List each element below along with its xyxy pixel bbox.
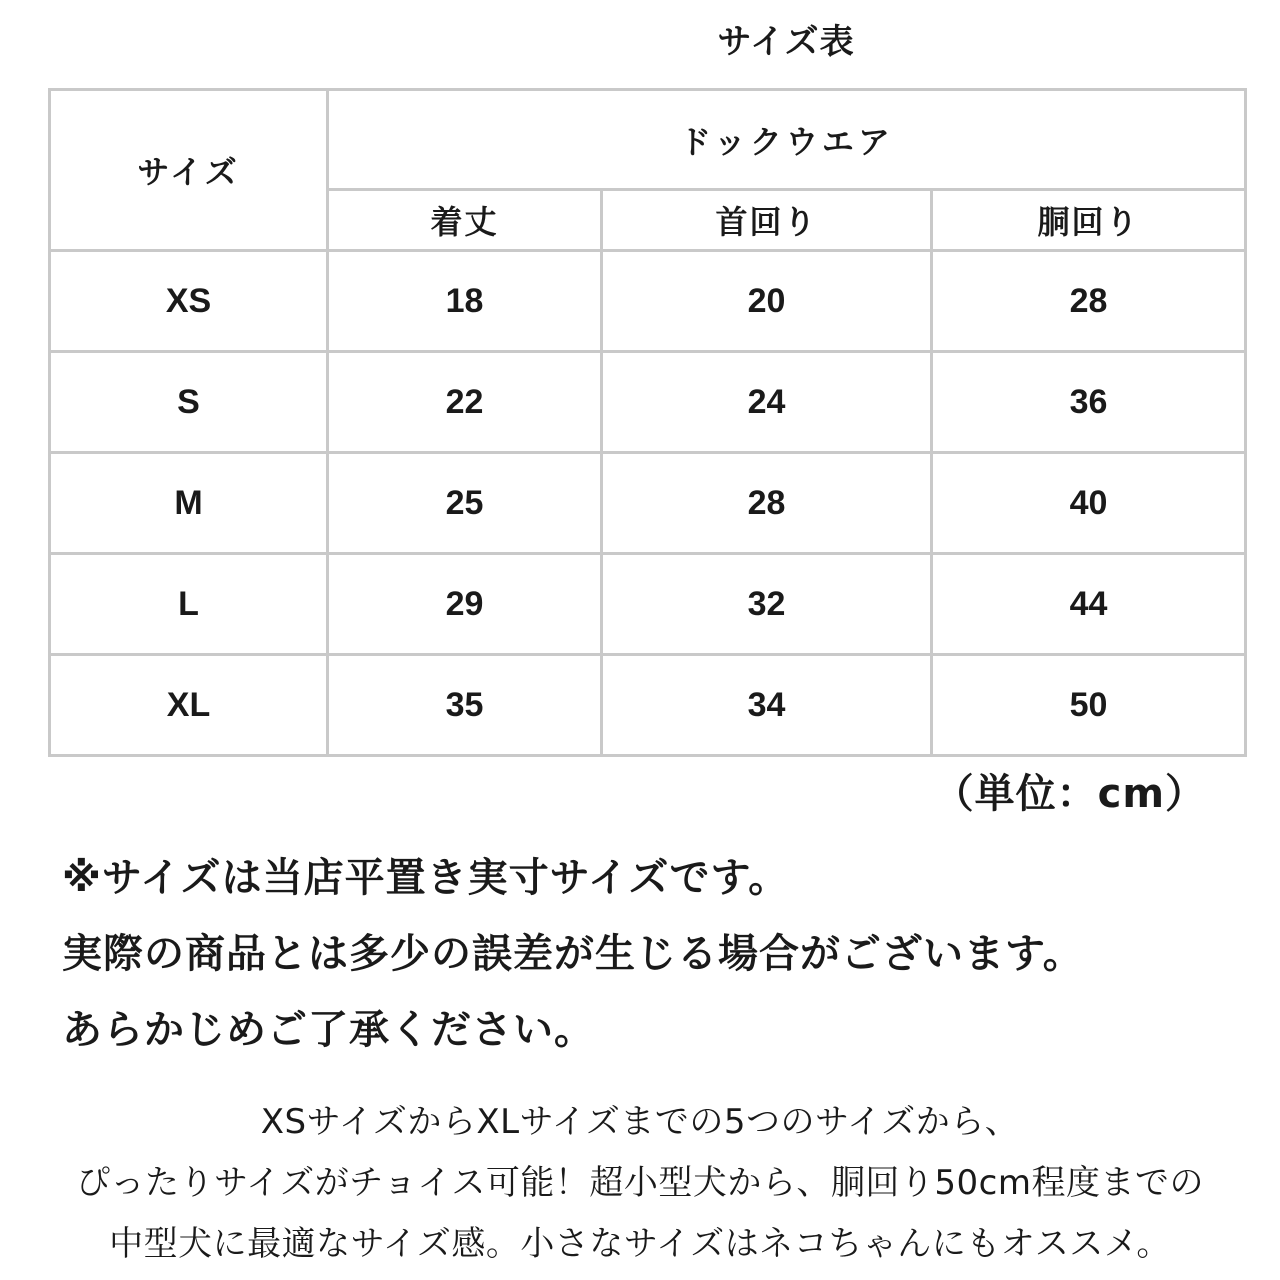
size-cell: M <box>50 453 328 554</box>
neck-cell: 34 <box>602 655 932 756</box>
size-cell: L <box>50 554 328 655</box>
length-cell: 18 <box>328 251 602 352</box>
description-text <box>0 1092 1280 1275</box>
chest-cell: 40 <box>932 453 1246 554</box>
table-row <box>50 655 1246 756</box>
unit-label: （単位：cm） <box>933 771 1206 817</box>
chest-column-header: 胴回り <box>932 190 1246 251</box>
size-cell: S <box>50 352 328 453</box>
size-table <box>48 88 1247 757</box>
chest-cell: 36 <box>932 352 1246 453</box>
neck-cell: 24 <box>602 352 932 453</box>
length-cell: 35 <box>328 655 602 756</box>
neck-cell: 32 <box>602 554 932 655</box>
dogwear-group-header: ドックウエア <box>328 90 1246 190</box>
size-cell: XL <box>50 655 328 756</box>
chest-cell: 50 <box>932 655 1246 756</box>
neck-cell: 20 <box>602 251 932 352</box>
neck-column-header: 首回り <box>602 190 932 251</box>
table-row <box>50 453 1246 554</box>
notice-line: あらかじめご了承ください。 <box>62 1007 595 1053</box>
table-header-row <box>50 90 1246 190</box>
notice-text <box>62 840 1084 1068</box>
length-column-header: 着丈 <box>328 190 602 251</box>
description-line: XSサイズからXLサイズまでの5つのサイズから、 <box>260 1102 1020 1142</box>
length-cell: 29 <box>328 554 602 655</box>
page-title: サイズ表 <box>717 22 855 62</box>
chest-cell: 44 <box>932 554 1246 655</box>
table-row <box>50 554 1246 655</box>
notice-line: 実際の商品とは多少の誤差が生じる場合がございます。 <box>62 931 1084 977</box>
size-column-header: サイズ <box>50 90 328 251</box>
size-cell: XS <box>50 251 328 352</box>
length-cell: 22 <box>328 352 602 453</box>
length-cell: 25 <box>328 453 602 554</box>
chest-cell: 28 <box>932 251 1246 352</box>
notice-line: ※サイズは当店平置き実寸サイズです。 <box>62 855 790 901</box>
description-line: 中型犬に最適なサイズ感。小さなサイズはネコちゃんにもオススメ。 <box>109 1224 1171 1264</box>
table-row <box>50 251 1246 352</box>
neck-cell: 28 <box>602 453 932 554</box>
table-row <box>50 352 1246 453</box>
description-line: ぴったりサイズがチョイス可能！超小型犬から、胴回り50cm程度までの <box>76 1163 1204 1203</box>
